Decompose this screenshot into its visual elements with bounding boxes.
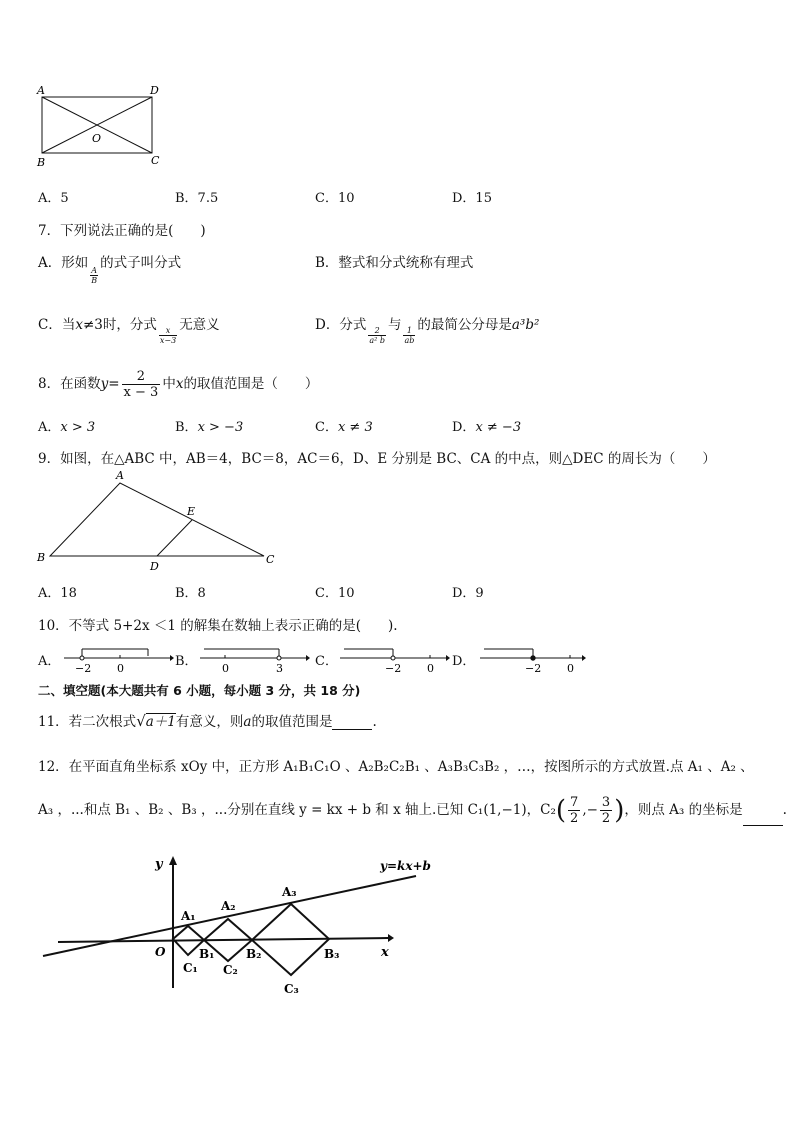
q8-stem	[38, 369, 318, 400]
q7-c-den: x−3	[159, 336, 177, 345]
squares-figure	[38, 848, 458, 998]
q8-option-d[interactable]	[452, 416, 521, 435]
tick-0: 0	[567, 662, 574, 675]
line-label: y=kx+b	[380, 859, 431, 873]
q6-option-c[interactable]: C．10	[315, 191, 355, 206]
q8-d-math: x ≠ −3	[475, 420, 522, 435]
c2-y-den: 2	[601, 811, 611, 826]
q8-x: x	[175, 376, 184, 392]
c3-label: C₃	[284, 982, 299, 996]
number-line-a	[62, 644, 174, 676]
q7-d-num1: 2	[368, 326, 386, 336]
q10-stem: 10．不等式 5+2x ＜1 的解集在数轴上表示正确的是( ).	[38, 618, 398, 634]
a3-label: A₃	[282, 885, 297, 899]
q8-eq: =	[108, 376, 120, 392]
c2-x-num: 7	[570, 795, 579, 810]
label-c: C	[151, 154, 160, 167]
q9-option-b[interactable]: B．8	[175, 586, 206, 601]
q12-line1: 12．在平面直角坐标系 xOy 中，正方形 A₁B₁C₁O 、A₂B₂C₂B₁ 、A₃B₃C₃B₂ ，…，按图所示的方式放置.点 A₁ 、A₂ 、	[38, 759, 754, 775]
q7-d-post: 的最简公分母是	[417, 317, 512, 333]
q7-d-text: D．分式	[315, 317, 367, 333]
b2-label: B₂	[246, 947, 262, 961]
tick-0: 0	[222, 662, 229, 675]
label-b: B	[37, 551, 46, 564]
a2-label: A₂	[221, 899, 236, 913]
q7-d-mid: 与	[387, 317, 402, 333]
q8-pre: 8．在函数	[38, 376, 101, 392]
q8-c-math: x ≠ 3	[337, 420, 373, 435]
q8-option-c[interactable]	[315, 416, 373, 435]
section-heading: 二、填空题(本大题共有 6 小题，每小题 3 分，共 18 分)	[38, 683, 361, 698]
q7-option-d[interactable]	[315, 313, 540, 345]
q10-option-d[interactable]: D．	[452, 654, 476, 669]
tick-3: 3	[276, 662, 283, 675]
c2-label: C₂	[223, 963, 238, 977]
q7-c-var: x	[75, 317, 83, 333]
q7-d-ans: a³b²	[511, 317, 540, 333]
q7-c-post: 无意义	[179, 317, 220, 333]
q7-a-num: A	[91, 266, 98, 275]
q7-d-num2: 1	[403, 326, 415, 336]
label-o: O	[92, 132, 102, 145]
number-line-c	[338, 644, 450, 676]
q7-c-text: C．当	[38, 317, 76, 333]
q8-d-label: D．	[452, 420, 476, 435]
q9-option-d[interactable]: D．9	[452, 586, 484, 601]
answer-blank[interactable]	[332, 717, 372, 730]
q8-option-b[interactable]	[175, 416, 243, 435]
q9-stem: 9．如图，在△ABC 中，AB＝4，BC＝8，AC＝6，D、E 分别是 BC、CA 的中点，则△DEC 的周长为（ ）	[38, 451, 716, 467]
q7-a-text: A．形如	[38, 255, 89, 271]
q8-a-math: x > 3	[60, 420, 96, 435]
y-axis-label: y	[155, 857, 163, 872]
tick-0: 0	[427, 662, 434, 675]
q8-post2: 的取值范围是（ ）	[183, 376, 319, 392]
q7-c-num: x	[159, 326, 177, 336]
q6-option-a[interactable]: A．5	[38, 191, 69, 206]
tick-neg2: −2	[525, 662, 542, 675]
origin-label: O	[155, 945, 166, 959]
number-line-b	[198, 644, 310, 676]
number-line-d	[478, 644, 590, 676]
q12-line2-post: ，则点 A₃ 的坐标是	[624, 802, 743, 818]
q7-c-mid: ≠3时，分式	[82, 317, 157, 333]
q6-option-d[interactable]: D．15	[452, 191, 492, 206]
c2-y-num: 3	[601, 795, 611, 810]
rectangle-figure	[34, 82, 169, 172]
c2-x-den: 2	[570, 811, 579, 826]
q7-d-den2: ab	[404, 336, 415, 345]
q11-post: 的取值范围是	[251, 714, 333, 730]
q12-line2-pre: A₃ ，...和点 B₁ 、B₂ 、B₃ ，...分别在直线 y = kx + b 和 x 轴上.已知 C₁(1,−1)，C₂	[38, 802, 556, 818]
q7-option-b[interactable]: B．整式和分式统称有理式	[315, 255, 474, 271]
q7-d-den1: a² b	[369, 336, 385, 345]
q7-option-c[interactable]	[38, 313, 220, 345]
tick-neg2: −2	[75, 662, 92, 675]
b1-label: B₁	[199, 947, 215, 961]
q7-a-den: B	[91, 276, 98, 285]
q11-var: a	[243, 714, 252, 730]
b3-label: B₃	[324, 947, 340, 961]
q9-option-c[interactable]: C．10	[315, 586, 355, 601]
q9-option-a[interactable]: A．18	[38, 586, 77, 601]
q8-a-label: A．	[38, 420, 61, 435]
q7-a-text-post: 的式子叫分式	[100, 255, 182, 271]
q8-c-label: C．	[315, 420, 338, 435]
q7-option-a[interactable]	[38, 251, 182, 285]
q11-pre: 11．若二次根式	[38, 714, 137, 730]
label-c: C	[266, 553, 275, 566]
q10-option-c[interactable]: C．	[315, 654, 338, 669]
label-b: B	[37, 156, 46, 169]
label-a: A	[37, 84, 45, 97]
label-d: D	[150, 84, 159, 97]
q8-option-a[interactable]	[38, 416, 95, 435]
q8-b-label: B．	[175, 420, 198, 435]
q10-option-b[interactable]: B．	[175, 654, 198, 669]
q11-stem: 11．若二次根式√a＋1有意义，则a的取值范围是 .	[38, 712, 377, 730]
label-d: D	[150, 560, 159, 573]
x-axis-label: x	[381, 945, 389, 960]
triangle-figure	[34, 466, 284, 576]
c1-label: C₁	[183, 961, 198, 975]
sqrt-symbol: √	[136, 712, 146, 730]
label-a: A	[116, 469, 124, 482]
label-e: E	[187, 505, 196, 518]
q6-option-b[interactable]: B．7.5	[175, 191, 219, 206]
tick-neg2: −2	[385, 662, 402, 675]
a1-label: A₁	[181, 909, 196, 923]
q12-line2: A₃ ，...和点 B₁ 、B₂ 、B₃ ，...分别在直线 y = kx + b 和 x 轴上.已知 C₁(1,−1)，C₂( $\frac{7}{2}$ ,− $\frac{3}{2}$ )，则点 A₃ 的坐标是 .	[38, 795, 787, 826]
q8-b-math: x > −3	[197, 420, 244, 435]
q8-post1: 中	[162, 376, 176, 392]
tick-0: 0	[117, 662, 124, 675]
q11-mid: 有意义，则	[175, 714, 244, 730]
answer-blank[interactable]	[743, 813, 783, 826]
q10-option-a[interactable]: A．	[38, 654, 61, 669]
q8-num: 2	[122, 369, 161, 385]
q11-radicand: a＋1	[145, 714, 176, 730]
q7-stem: 7．下列说法正确的是( )	[38, 223, 206, 239]
q8-den: x − 3	[123, 385, 159, 400]
q8-y: y	[100, 376, 109, 392]
